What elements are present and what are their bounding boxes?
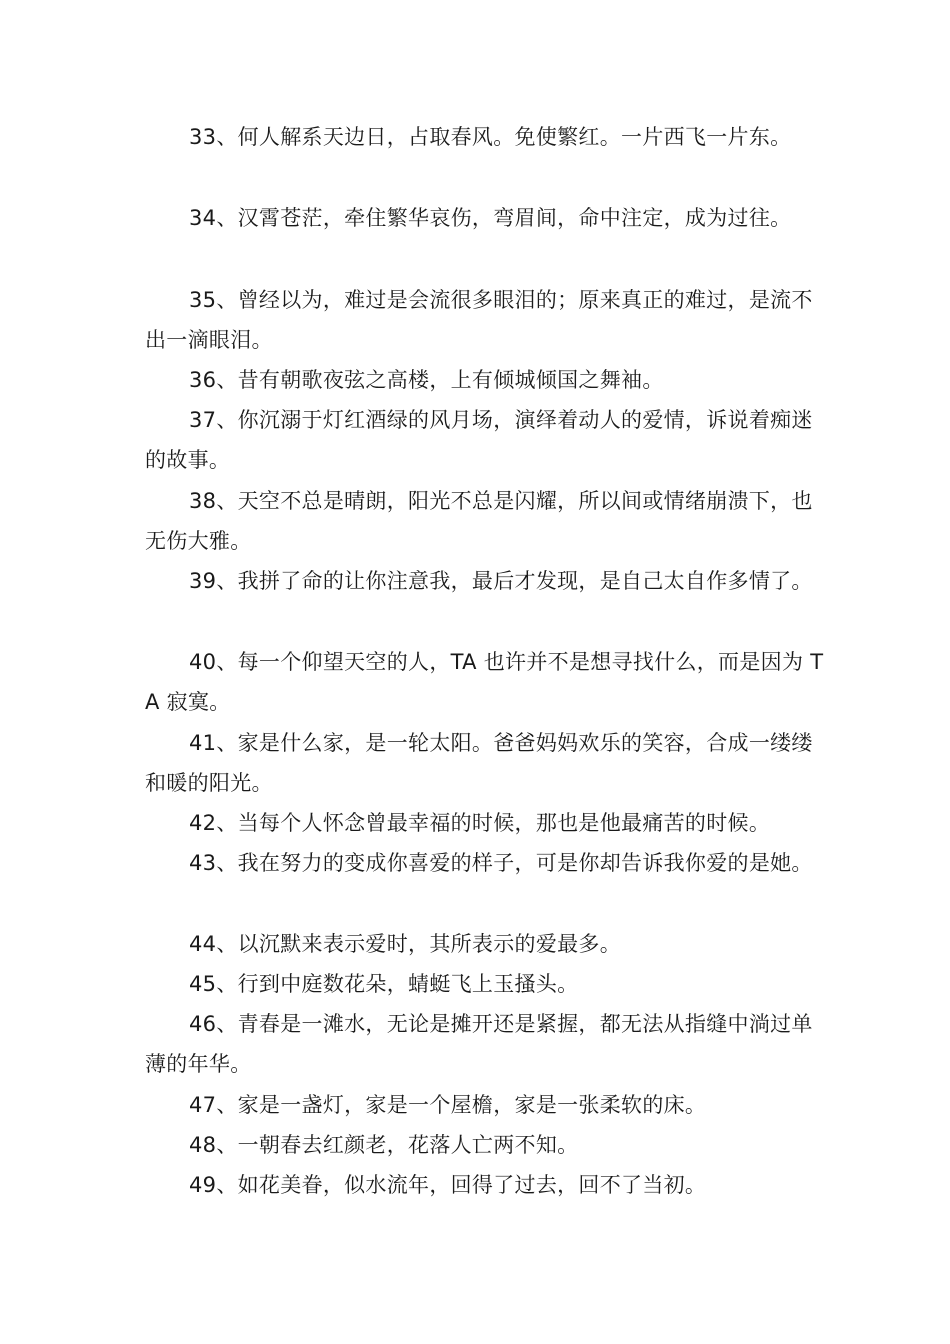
entry-44: 44、以沉默来表示爱时，其所表示的爱最多。: [189, 932, 622, 956]
entry-47: 47、家是一盏灯，家是一个屋檐，家是一张柔软的床。: [189, 1093, 707, 1117]
entry-33: 33、何人解系天边日，占取春风。免使繁红。一片西飞一片东。: [189, 125, 792, 149]
entry-34: 34、汉霄苍茫，牵住繁华哀伤，弯眉间，命中注定，成为过往。: [189, 206, 792, 230]
entry-41: 41、家是什么家，是一轮太阳。爸爸妈妈欢乐的笑容，合成一缕缕和暖的阳光。: [145, 731, 813, 795]
entry-39: 39、我拼了命的让你注意我，最后才发现，是自己太自作多情了。: [189, 569, 813, 593]
entry-35: 35、曾经以为，难过是会流很多眼泪的；原来真正的难过，是流不出一滴眼泪。: [145, 288, 813, 352]
entry-45: 45、行到中庭数花朵，蜻蜓飞上玉搔头。: [189, 972, 579, 996]
entry-42: 42、当每个人怀念曾最幸福的时候，那也是他最痛苦的时候。: [189, 811, 771, 835]
entry-38: 38、天空不总是晴朗，阳光不总是闪耀，所以间或情绪崩溃下，也无伤大雅。: [145, 489, 813, 553]
entry-49: 49、如花美眷，似水流年，回得了过去，回不了当初。: [189, 1173, 707, 1197]
entry-43: 43、我在努力的变成你喜爱的样子，可是你却告诉我你爱的是她。: [189, 851, 813, 875]
entry-46: 46、青春是一滩水，无论是摊开还是紧握，都无法从指缝中淌过单薄的年华。: [145, 1012, 813, 1076]
entry-37: 37、你沉溺于灯红酒绿的风月场，演绎着动人的爱情，诉说着痴迷的故事。: [145, 408, 813, 472]
entry-40: 40、每一个仰望天空的人，TA 也许并不是想寻找什么，而是因为 TA 寂寞。: [145, 650, 824, 714]
entry-48: 48、一朝春去红颜老，花落人亡两不知。: [189, 1133, 579, 1157]
entry-36: 36、昔有朝歌夜弦之高楼，上有倾城倾国之舞袖。: [189, 368, 664, 392]
